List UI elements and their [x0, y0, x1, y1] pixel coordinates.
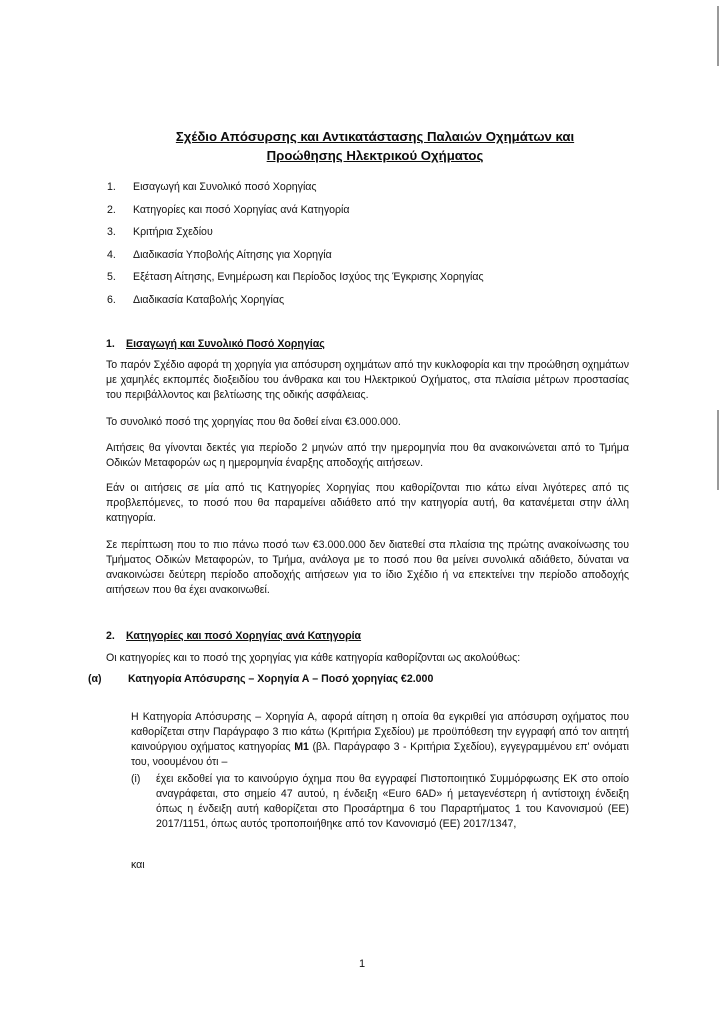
toc-item-label: Εισαγωγή και Συνολικό ποσό Χορηγίας	[133, 181, 317, 193]
table-of-contents	[107, 180, 484, 316]
category-title: Κατηγορία Απόσυρσης – Χορηγία Α – Ποσό χορηγίας €2.000	[128, 673, 434, 685]
toc-item-label: Κατηγορίες και ποσό Χορηγίας ανά Κατηγορία	[133, 203, 350, 216]
section-1-paragraph-5: Σε περίπτωση που το πιο πάνω ποσό των €3.000.000 δεν διατεθεί στα πλαίσια της πρώτης ανακοίνωσης του Τμήματος Οδικών Μεταφορών, το Τμήμα, ανάλογα με το ποσό που θα μείνει συνολικά αδιάθετο, δύναται να ανακοινώσει δεύτερη περίοδο αποδοχής αιτήσεων για το ίδιο Σχέδιο ή να επεκτείνει την περίοδο αποδοχής αιτήσεων που θα έχει ανακοινωθεί.	[106, 539, 629, 597]
toc-item-label: Κριτήρια Σχεδίου	[133, 226, 213, 239]
toc-item: 6. Διαδικασία Καταβολής Χορηγίας	[107, 293, 484, 316]
toc-item-label: Εξέταση Αίτησης, Ενημέρωση και Περίοδος Ισχύος της Έγκρισης Χορηγίας	[133, 271, 484, 284]
category-a-heading	[88, 672, 433, 687]
toc-item: 4. Διαδικασία Υποβολής Αίτησης για Χορηγία	[107, 248, 484, 271]
section-2-intro: Οι κατηγορίες και το ποσό της χορηγίας για κάθε κατηγορία καθορίζονται ως ακολούθως:	[106, 652, 521, 664]
title-line-2: Προώθησης Ηλεκτρικού Οχήματος	[266, 147, 484, 163]
toc-item: 1. Εισαγωγή και Συνολικό ποσό Χορηγίας	[107, 180, 484, 203]
section-1-heading: 1. Εισαγωγή και Συνολικό Ποσό Χορηγίας	[106, 338, 325, 350]
scan-edge-mark	[717, 6, 719, 66]
section-1-paragraph-3: Αιτήσεις θα γίνονται δεκτές για περίοδο 2 μηνών από την ημερομηνία που θα ανακοινώνεται από το Τμήμα Οδικών Μεταφορών ως η ημερομηνία έναρξης αποδοχής αιτήσεων.	[106, 442, 629, 470]
condition-item-text: έχει εκδοθεί για το καινούργιο όχημα που θα εγγραφεί Πιστοποιητικό Συμμόρφωσης ΕΚ στο οποίο αναγράφεται, στο σημείο 47 αυτού, η ένδειξη «Euro 6AD» ή μεταγενέστερη ή αντίστοιχη ένδειξη όπως η ένδειξη αυτή καθορίζεται στο Προσάρτημα 6 του Παραρτήματος 1 του Κανονισμού (ΕΕ) 2017/1151, όπως αυτός τροποποιήθηκε από τον Κανονισμό (ΕΕ) 2017/1347,	[156, 773, 629, 831]
title-line-1: Σχέδιο Απόσυρσης και Αντικατάστασης Παλαιών Οχημάτων και	[175, 129, 575, 144]
toc-item: 5. Εξέταση Αίτησης, Ενημέρωση και Περίοδος Ισχύος της Έγκρισης Χορηγίας	[107, 270, 484, 293]
category-a-description: Η Κατηγορία Απόσυρσης – Χορηγία Α, αφορά αίτηση η οποία θα εγκριθεί για απόσυρση οχήματος που καθορίζεται στην Παράγραφο 3 πιο κάτω (Κριτήρια Σχεδίου) με προϋπόθεση την εγγραφή από τον αιτητή καινούργιου οχήματος κατηγορίας Μ1 (βλ. Παράγραφο 3 - Κριτήρια Σχεδίου), εγγεγραμμένου επ' ονόματι του, νοουμένου ότι –	[131, 710, 629, 769]
page-number: 1	[358, 958, 366, 970]
condition-item-number: (i)	[131, 773, 141, 785]
condition-item-i	[131, 772, 629, 833]
toc-item: 2. Κατηγορίες και ποσό Χορηγίας ανά Κατηγορία	[107, 203, 484, 226]
document-title	[90, 128, 660, 165]
section-1-paragraph-1: Το παρόν Σχέδιο αφορά τη χορηγία για απόσυρση οχημάτων από την κυκλοφορία και την προώθηση οχημάτων με χαμηλές εκπομπές διοξειδίου του άνθρακα και του Ηλεκτρικού Οχήματος, στα πλαίσια μέτρων προστασίας του περιβάλλοντος και βελτίωσης της οδικής ασφάλειας.	[106, 359, 629, 402]
toc-item: 3. Κριτήρια Σχεδίου	[107, 225, 484, 248]
toc-item-label: Διαδικασία Υποβολής Αίτησης για Χορηγία	[133, 248, 332, 261]
toc-item-label: Διαδικασία Καταβολής Χορηγίας	[133, 293, 285, 306]
section-1-paragraph-4: Εάν οι αιτήσεις σε μία από τις Κατηγορίες Χορηγίας που καθορίζονται πιο κάτω είναι λιγότερες από τις προβλεπόμενες, το ποσό που θα παραμείνει αδιάθετο από την κατηγορία αυτή, θα κατανέμεται στην άλλη κατηγορία.	[106, 482, 629, 525]
scan-edge-mark	[717, 410, 719, 490]
section-2-heading: 2. Κατηγορίες και ποσό Χορηγίας ανά Κατηγορία	[106, 630, 362, 642]
category-label: (α)	[88, 673, 102, 685]
section-1-paragraph-2: Το συνολικό ποσό της χορηγίας που θα δοθεί είναι €3.000.000.	[106, 416, 401, 428]
conjunction-text: και	[131, 859, 145, 871]
